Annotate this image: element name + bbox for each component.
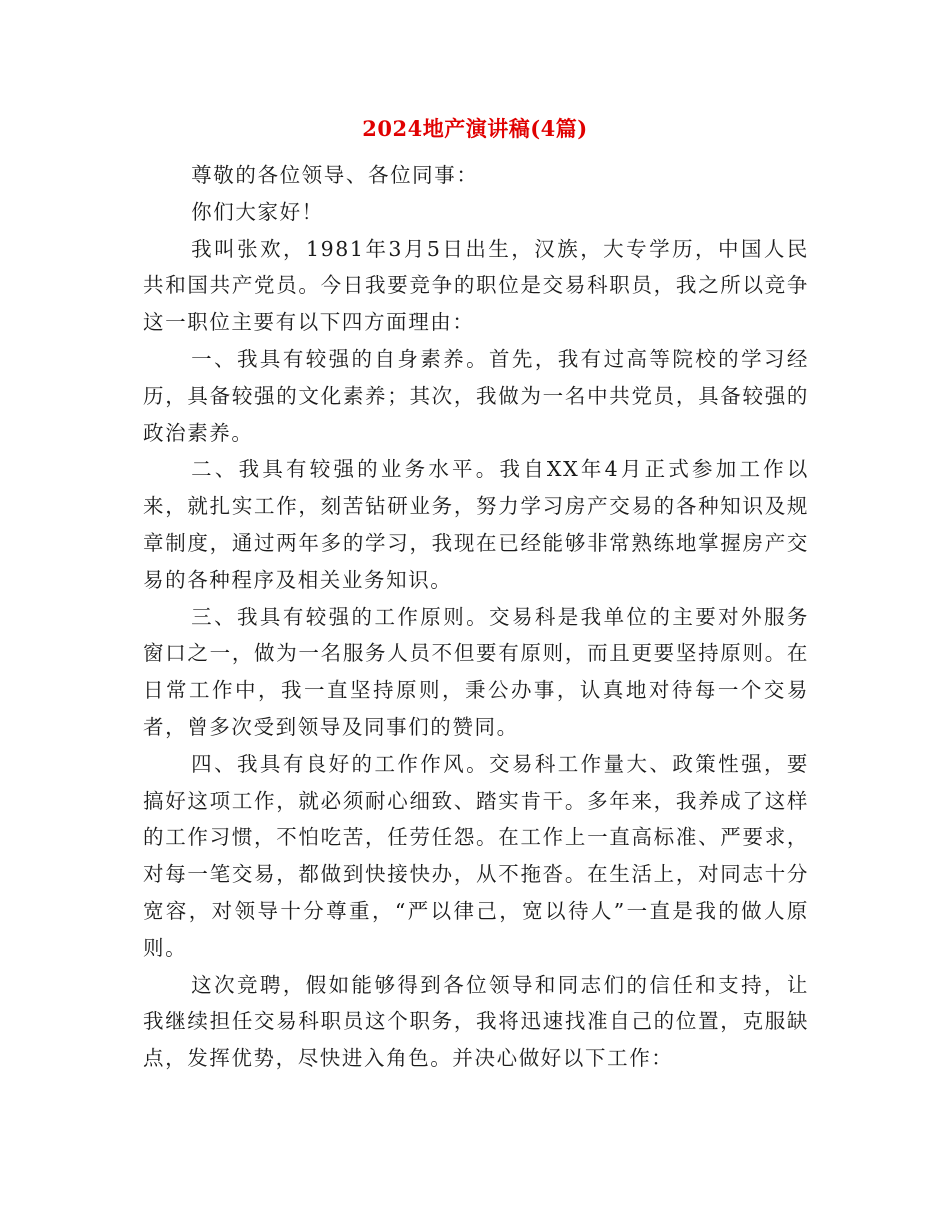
closing-paragraph: 这次竞聘，假如能够得到各位领导和同志们的信任和支持，让我继续担任交易科职员这个职务，我将迅速找准自己的位置，克服缺点，发挥优势，尽快进入角色。并决心做好以下工作： [143, 972, 809, 1071]
reason-two-paragraph: 二、我具有较强的业务水平。我自XX年4月正式参加工作以来，就扎实工作，刻苦钻研业务，努力学习房产交易的各种知识及规章制度，通过两年多的学习，我现在已经能够非常熟练地掌握房产交易的各种程序及相关业务知识。 [143, 457, 809, 592]
salutation-paragraph: 尊敬的各位领导、各位同事： [191, 163, 479, 187]
reason-one-paragraph: 一、我具有较强的自身素养。首先，我有过高等院校的学习经历，具备较强的文化素养；其次，我做为一名中共党员，具备较强的政治素养。 [143, 346, 809, 445]
reason-four-paragraph: 四、我具有良好的工作作风。交易科工作量大、政策性强，要搞好这项工作，就必须耐心细致、踏实肯干。多年来，我养成了这样的工作习惯，不怕吃苦，任劳任怨。在工作上一直高标准、严要求，对每一笔交易，都做到快接快办，从不拖沓。在生活上，对同志十分宽容，对领导十分尊重，“严以律己，宽以待人”一直是我的做人原则。 [143, 751, 809, 960]
greeting-paragraph: 你们大家好！ [191, 199, 324, 224]
document-body [143, 157, 809, 1077]
document-title: 2024地产演讲稿(4篇) [362, 116, 588, 141]
intro-paragraph: 我叫张欢，1981年3月5日出生，汉族，大专学历，中国人民共和国共产党员。今日我要竞争的职位是交易科职员，我之所以竞争这一职位主要有以下四方面理由： [143, 236, 809, 335]
reason-three-paragraph: 三、我具有较强的工作原则。交易科是我单位的主要对外服务窗口之一，做为一名服务人员不但要有原则，而且更要坚持原则。在日常工作中，我一直坚持原则，秉公办事，认真地对待每一个交易者，曾多次受到领导及同事们的赞同。 [143, 604, 809, 739]
